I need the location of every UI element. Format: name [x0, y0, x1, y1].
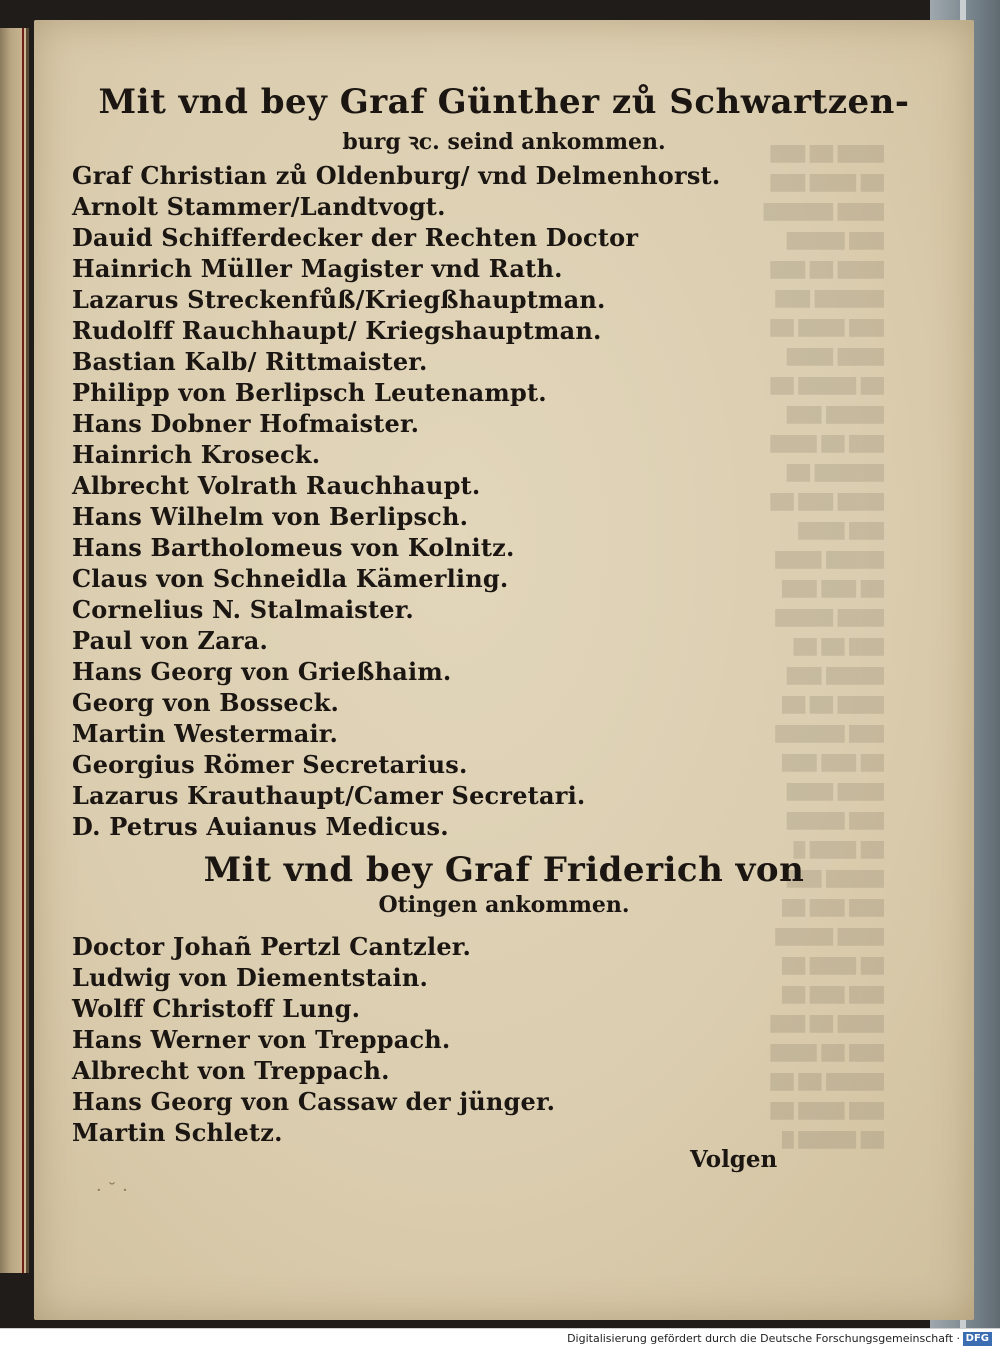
list-item: Albrecht von Treppach. — [72, 1056, 390, 1085]
list-item: Albrecht Volrath Rauchhaupt. — [72, 471, 481, 500]
list-item: Paul von Zara. — [72, 626, 269, 655]
list-item: Dauid Schifferdecker der Rechten Doctor — [72, 223, 639, 252]
list-item: Hans Dobner Hofmaister. — [72, 409, 420, 438]
bleed-through-text: ████ ██ ███ ██ ████ ███ ████ ██████ ███ █████ ████ ██ ███ ██████ ███ ███ ████ ██ ████ ████ ██ █████ ██ █████ ███ ███ ██ ████ ██████ ██ ████ ███ ██ ███ ████ █████ ████ ██ ███ ███ ████ █████ ███ ██ ██ █████ ███ ████ ██ ██ ███ ██████ ██ ███ ███ ████ ████ ███ █████ ██ ████ █ █████ ███ ███ ███ ██ ████ █████ ██ ████ ██ ███ ███ ██ ████ ██ ███ ███ ██ ████ █████ ██ ██ ███ ████ ██ ██ █████ █ — [763, 145, 884, 1149]
footer-credit: Digitalisierung gefördert durch die Deutsche Forschungsgemeinschaft · — [567, 1332, 960, 1345]
list-item: Cornelius N. Stalmaister. — [72, 595, 414, 624]
list-item: Martin Westermair. — [72, 719, 339, 748]
section-heading-1-subline: burg ꝛc. seind ankommen. — [342, 129, 666, 155]
list-item: Hans Georg von Grießhaim. — [72, 657, 452, 686]
list-item: Hans Werner von Treppach. — [72, 1025, 451, 1054]
list-item: Philipp von Berlipsch Leutenampt. — [72, 378, 547, 407]
list-item: Hainrich Müller Magister vnd Rath. — [72, 254, 563, 283]
list-item: Hans Georg von Cassaw der jünger. — [72, 1087, 556, 1116]
list-item: Georgius Römer Secretarius. — [72, 750, 468, 779]
list-item: D. Petrus Auianus Medicus. — [72, 812, 449, 841]
catchword: Volgen — [690, 1146, 778, 1173]
list-item: Lazarus Streckenfůß/Kriegßhauptman. — [72, 285, 606, 314]
previous-page-edge — [0, 28, 29, 1273]
list-item: Hans Wilhelm von Berlipsch. — [72, 502, 469, 531]
section-heading-2-subline: Otingen ankommen. — [378, 892, 630, 918]
list-item: Ludwig von Diementstain. — [72, 963, 429, 992]
section-heading-1: Mit vnd bey Graf Günther zů Schwartzen- — [98, 82, 910, 122]
book-page — [34, 20, 974, 1320]
footer-bar — [0, 1328, 1000, 1350]
list-item: Arnolt Stammer/Landtvogt. — [72, 192, 446, 221]
list-item: Graf Christian zů Oldenburg/ vnd Delmenhorst. — [72, 161, 721, 190]
section-heading-2: Mit vnd bey Graf Friderich von — [203, 850, 805, 890]
list-item: Hainrich Kroseck. — [72, 440, 321, 469]
list-item: Doctor Johañ Pertzl Cantzler. — [72, 932, 471, 961]
ink-smudge: · ˘ · — [96, 1180, 128, 1201]
list-item: Georg von Bosseck. — [72, 688, 340, 717]
list-item: Bastian Kalb/ Rittmaister. — [72, 347, 428, 376]
list-item: Claus von Schneidla Kämerling. — [72, 564, 509, 593]
list-item: Martin Schletz. — [72, 1118, 283, 1147]
list-item: Lazarus Krauthaupt/Camer Secretari. — [72, 781, 586, 810]
list-item: Hans Bartholomeus von Kolnitz. — [72, 533, 515, 562]
dfg-logo-icon: DFG — [963, 1332, 992, 1346]
list-item: Wolff Christoff Lung. — [72, 994, 361, 1023]
list-item: Rudolff Rauchhaupt/ Kriegshauptman. — [72, 316, 602, 345]
